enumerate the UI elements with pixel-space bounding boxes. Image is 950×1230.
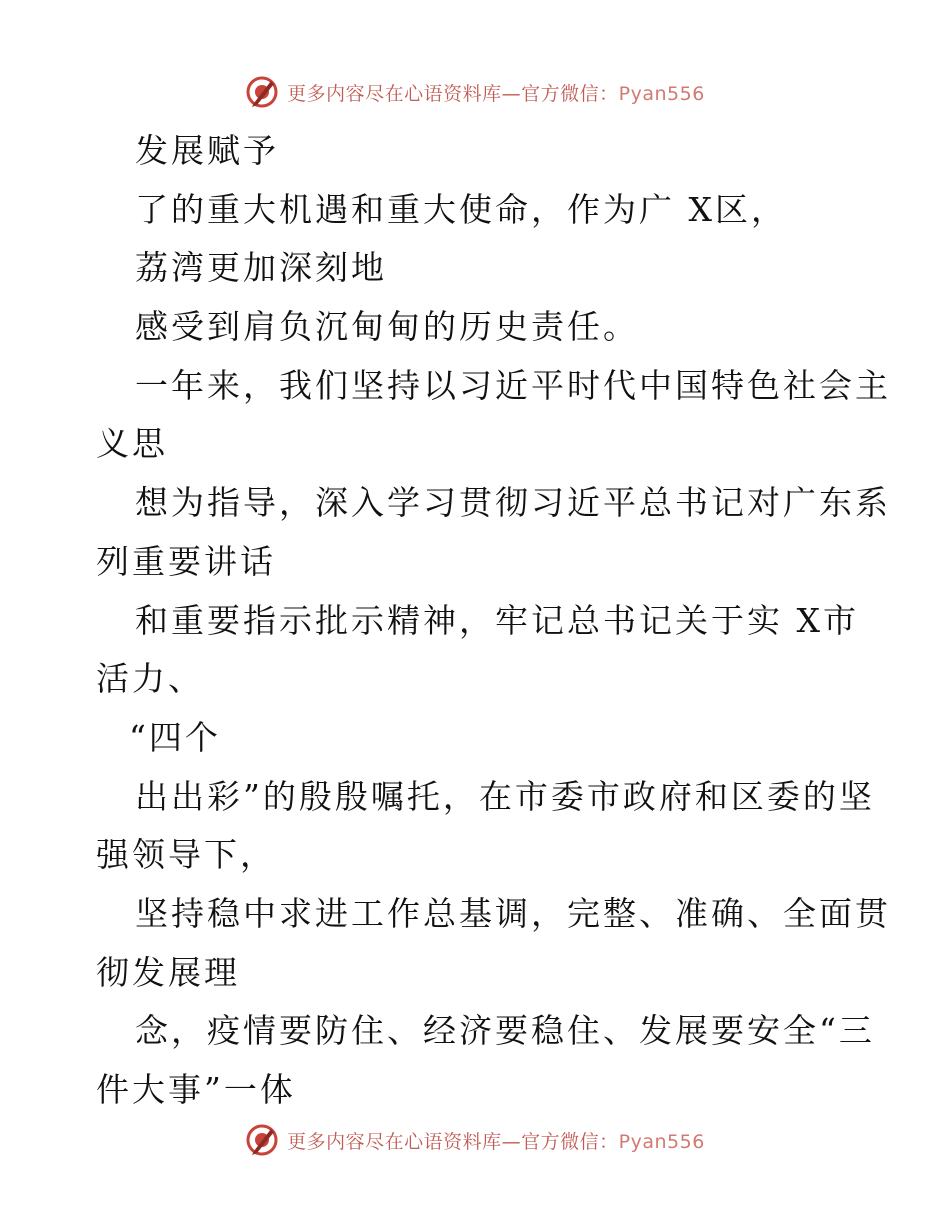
text-line: 荔湾更加深刻地 — [135, 248, 387, 288]
text-line: 了的重大机遇和重大使命，作为广 X区， — [135, 189, 787, 229]
text-line: “四个 — [129, 717, 221, 757]
text-line: 发展赋予 — [135, 131, 279, 170]
text-line: 念，疫情要防住、经济要稳住、发展要安全“三 — [135, 1011, 875, 1051]
text-line: 坚持稳中求进工作总基调，完整、准确、全面贯 — [135, 893, 891, 933]
text-line: 感受到肩负沉甸甸的历史责任。 — [135, 307, 639, 347]
text-line: 想为指导，深入学习贯彻习近平总书记对广东系 — [135, 483, 891, 523]
text-line: 件大事”一体 — [96, 1070, 296, 1109]
footer-watermark — [0, 1120, 950, 1160]
header-watermark — [0, 72, 950, 112]
text-line: 义思 — [96, 424, 168, 464]
watermark-text: 更多内容尽在心语资料库—官方微信：Pyan556 — [287, 1130, 705, 1153]
pen-logo-icon — [245, 75, 279, 109]
text-line: 活力、 — [96, 659, 204, 699]
text-line: 一年来，我们坚持以习近平时代中国特色社会主 — [135, 365, 891, 405]
pen-logo-icon — [245, 1123, 279, 1157]
text-line: 强领导下， — [96, 835, 276, 875]
text-line: 彻发展理 — [96, 952, 240, 992]
text-line: 和重要指示批示精神，牢记总书记关于实 X市 — [135, 600, 859, 640]
text-line: 列重要讲话 — [96, 541, 276, 581]
text-line: 出出彩”的殷殷嘱托，在市委市政府和区委的坚 — [135, 776, 875, 816]
document-body — [96, 122, 891, 1120]
watermark-text: 更多内容尽在心语资料库—官方微信：Pyan556 — [287, 82, 705, 105]
